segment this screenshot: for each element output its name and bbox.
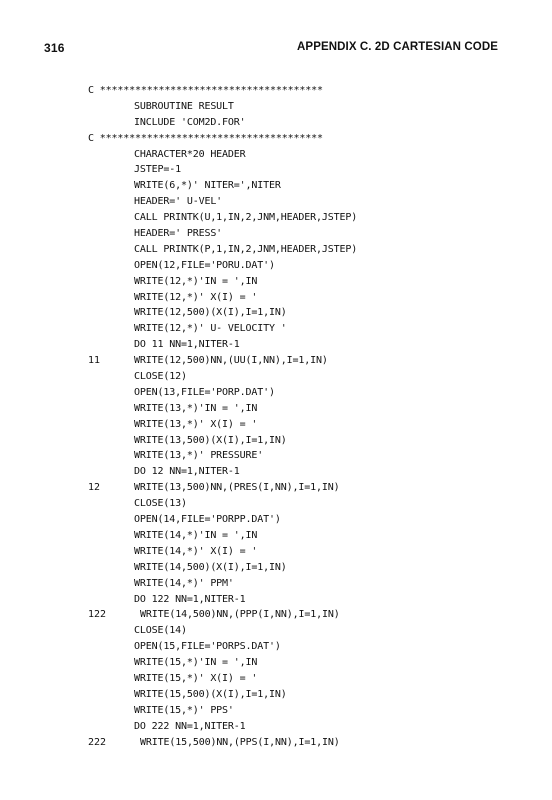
code-text: JSTEP=-1 bbox=[134, 164, 181, 176]
code-line bbox=[88, 464, 508, 480]
statement-label: 122 bbox=[88, 609, 107, 621]
code-text: WRITE(12,*)' U- VELOCITY ' bbox=[134, 323, 287, 335]
code-line bbox=[88, 448, 508, 464]
code-line bbox=[88, 210, 508, 226]
code-line bbox=[88, 305, 508, 321]
code-line bbox=[88, 687, 508, 703]
code-line bbox=[88, 433, 508, 449]
code-text: WRITE(15,500)(X(I),I=1,IN) bbox=[134, 688, 287, 700]
code-line bbox=[88, 194, 508, 210]
code-text: WRITE(15,*)'IN = ',IN bbox=[134, 657, 258, 669]
code-text: WRITE(13,500)(X(I),I=1,IN) bbox=[134, 434, 287, 446]
code-line bbox=[88, 576, 508, 592]
code-comment-line bbox=[88, 83, 508, 99]
code-text: WRITE(14,500)NN,(PPP(I,NN),I=1,IN) bbox=[140, 609, 340, 621]
code-text: HEADER=' PRESS' bbox=[134, 228, 223, 240]
code-text: WRITE(14,*)' X(I) = ' bbox=[134, 545, 258, 557]
running-head: APPENDIX C. 2D CARTESIAN CODE bbox=[297, 41, 498, 53]
code-line bbox=[88, 496, 508, 512]
code-line bbox=[88, 162, 508, 178]
code-text: WRITE(15,*)' X(I) = ' bbox=[134, 672, 258, 684]
code-text: DO 11 NN=1,NITER-1 bbox=[134, 339, 240, 351]
code-line bbox=[88, 544, 508, 560]
code-text: WRITE(13,*)' PRESSURE' bbox=[134, 450, 264, 462]
code-text: SUBROUTINE RESULT bbox=[134, 100, 234, 112]
code-line bbox=[88, 671, 508, 687]
code-text: C ************************************** bbox=[88, 132, 323, 144]
code-text: CLOSE(12) bbox=[134, 371, 187, 383]
code-line bbox=[88, 512, 508, 528]
code-line bbox=[88, 592, 508, 608]
code-line bbox=[88, 353, 508, 369]
code-line bbox=[88, 719, 508, 735]
code-line bbox=[88, 99, 508, 115]
code-text: WRITE(14,500)(X(I),I=1,IN) bbox=[134, 561, 287, 573]
code-text: WRITE(12,500)NN,(UU(I,NN),I=1,IN) bbox=[134, 355, 328, 367]
code-line bbox=[88, 401, 508, 417]
code-line bbox=[88, 528, 508, 544]
code-text: OPEN(13,FILE='PORP.DAT') bbox=[134, 386, 275, 398]
code-line bbox=[88, 242, 508, 258]
code-text: WRITE(6,*)' NITER=',NITER bbox=[134, 180, 281, 192]
code-text: WRITE(12,500)(X(I),I=1,IN) bbox=[134, 307, 287, 319]
code-line bbox=[88, 655, 508, 671]
code-line bbox=[88, 369, 508, 385]
code-text: DO 122 NN=1,NITER-1 bbox=[134, 593, 246, 605]
code-text: C ************************************** bbox=[88, 85, 323, 96]
code-line bbox=[88, 639, 508, 655]
code-text: CALL PRINTK(P,1,IN,2,JNM,HEADER,JSTEP) bbox=[134, 243, 358, 255]
code-line bbox=[88, 480, 508, 496]
code-text: CHARACTER*20 HEADER bbox=[134, 148, 246, 160]
code-line bbox=[88, 623, 508, 639]
code-line bbox=[88, 178, 508, 194]
code-text: CALL PRINTK(U,1,IN,2,JNM,HEADER,JSTEP) bbox=[134, 212, 358, 224]
code-text: WRITE(14,*)' PPM' bbox=[134, 577, 234, 589]
code-text: WRITE(12,*)' X(I) = ' bbox=[134, 291, 258, 303]
code-listing bbox=[88, 83, 508, 750]
code-line bbox=[88, 290, 508, 306]
code-line bbox=[88, 417, 508, 433]
code-line bbox=[88, 607, 508, 623]
page-number: 316 bbox=[44, 41, 65, 55]
code-text: WRITE(13,*)'IN = ',IN bbox=[134, 402, 258, 414]
code-line bbox=[88, 226, 508, 242]
code-line bbox=[88, 560, 508, 576]
code-text: WRITE(15,500)NN,(PPS(I,NN),I=1,IN) bbox=[140, 736, 340, 748]
code-line bbox=[88, 703, 508, 719]
code-text: WRITE(13,*)' X(I) = ' bbox=[134, 418, 258, 430]
code-text: INCLUDE 'COM2D.FOR' bbox=[134, 116, 246, 128]
code-text: HEADER=' U-VEL' bbox=[134, 196, 223, 208]
code-text: DO 12 NN=1,NITER-1 bbox=[134, 466, 240, 478]
statement-label: 222 bbox=[88, 736, 107, 748]
code-line bbox=[88, 321, 508, 337]
code-line bbox=[88, 115, 508, 131]
code-comment-line bbox=[88, 131, 508, 147]
code-line bbox=[88, 337, 508, 353]
statement-label: 11 bbox=[88, 355, 101, 367]
statement-label: 12 bbox=[88, 482, 101, 494]
code-line bbox=[88, 147, 508, 163]
code-line bbox=[88, 258, 508, 274]
code-text: WRITE(13,500)NN,(PRES(I,NN),I=1,IN) bbox=[134, 482, 340, 494]
code-text: CLOSE(14) bbox=[134, 625, 187, 637]
code-text: WRITE(14,*)'IN = ',IN bbox=[134, 529, 258, 541]
code-text: CLOSE(13) bbox=[134, 498, 187, 510]
code-text: OPEN(15,FILE='PORPS.DAT') bbox=[134, 641, 281, 653]
code-text: OPEN(14,FILE='PORPP.DAT') bbox=[134, 514, 281, 526]
code-text: WRITE(15,*)' PPS' bbox=[134, 704, 234, 716]
code-text: WRITE(12,*)'IN = ',IN bbox=[134, 275, 258, 287]
code-text: DO 222 NN=1,NITER-1 bbox=[134, 720, 246, 732]
code-line bbox=[88, 385, 508, 401]
code-line bbox=[88, 274, 508, 290]
code-text: OPEN(12,FILE='PORU.DAT') bbox=[134, 259, 275, 271]
code-line bbox=[88, 735, 508, 751]
